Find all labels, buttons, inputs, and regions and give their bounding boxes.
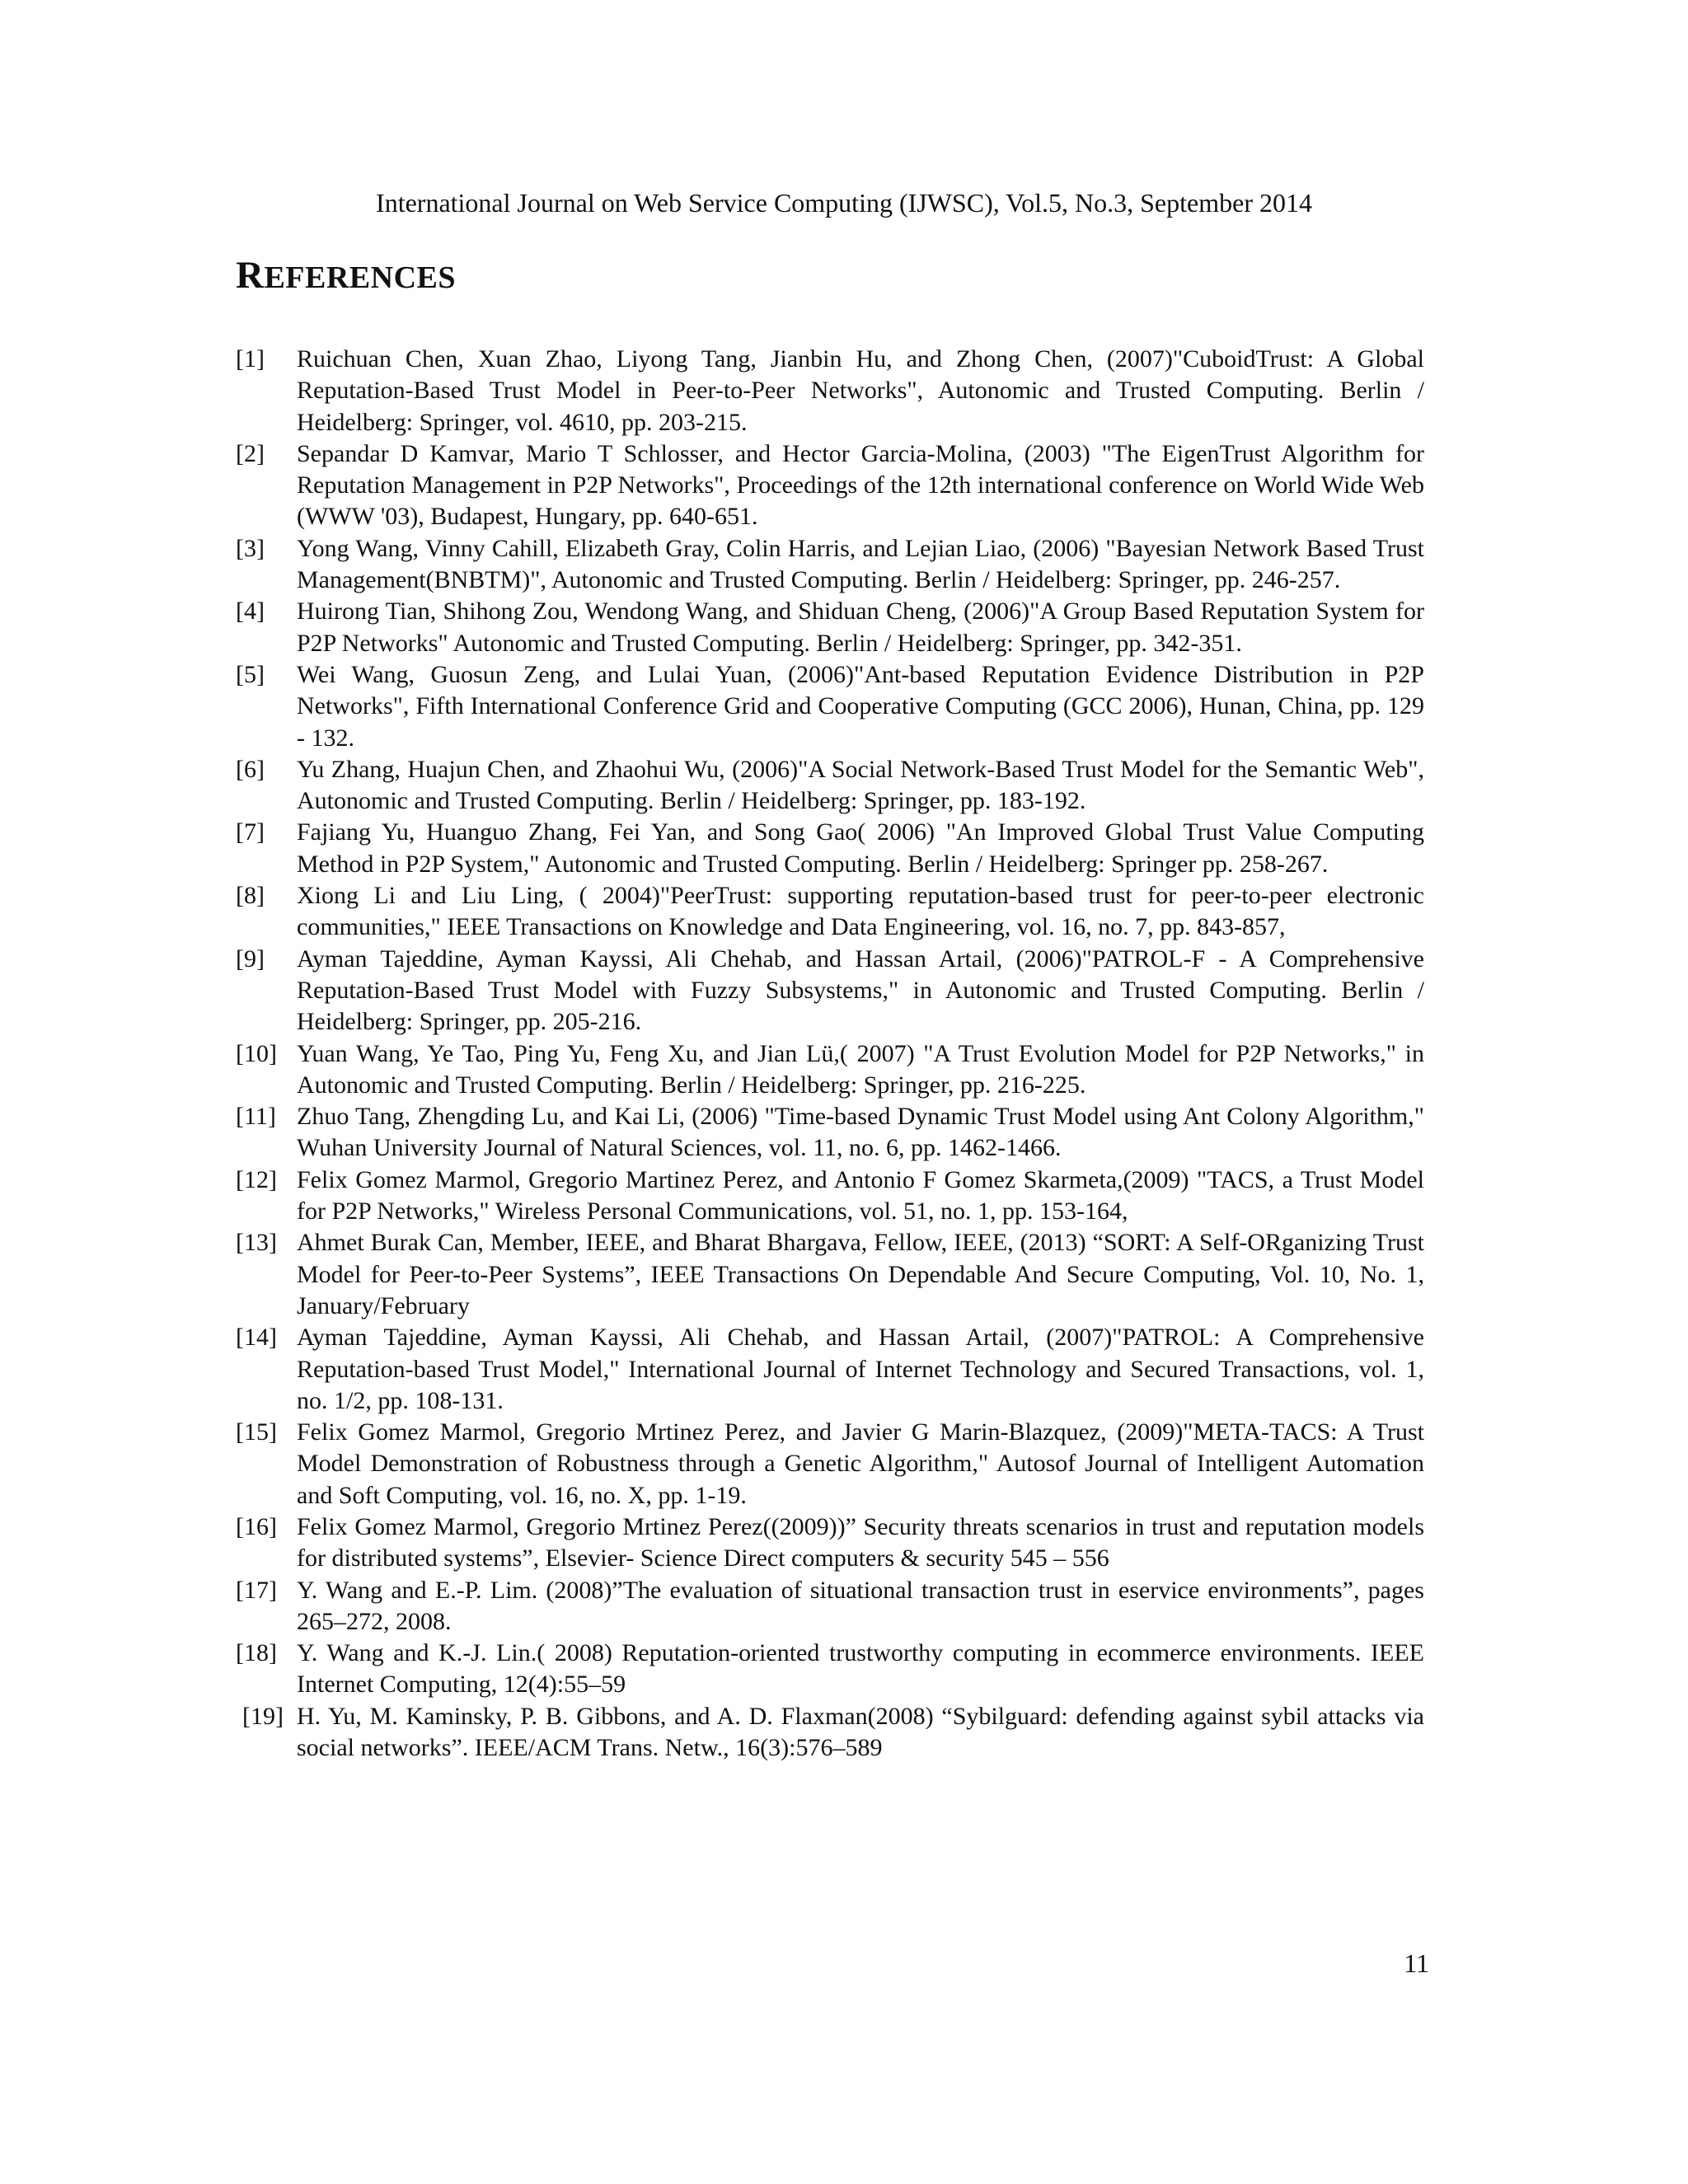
reference-number: [15] — [236, 1418, 277, 1446]
references-heading-rest: EFERENCES — [264, 260, 457, 295]
reference-text: Xiong Li and Liu Ling, ( 2004)"PeerTrust: supporting reputation-based trust for peer-to-peer electronic communities," IEEE Transactions on Knowledge and Data Engineering, vol. 16, no. 7, pp. 843-857, — [297, 882, 1424, 941]
references-heading-initial: R — [236, 254, 265, 297]
reference-item — [236, 1638, 1424, 1701]
reference-item — [236, 1165, 1424, 1228]
references-heading — [236, 252, 456, 301]
running-header: International Journal on Web Service Computing (IJWSC), Vol.5, No.3, September 2014 — [376, 188, 1312, 218]
reference-text: Y. Wang and K.-J. Lin.( 2008) Reputation-oriented trustworthy computing in ecommerce environments. IEEE Internet Computing, 12(4):55–59 — [297, 1639, 1424, 1699]
reference-text: Ruichuan Chen, Xuan Zhao, Liyong Tang, Jianbin Hu, and Zhong Chen, (2007)"CuboidTrust: A Global Reputation-Based Trust Model in Peer-to-Peer Networks", Autonomic and Trusted Computing. Berlin / Heidelberg: Springer, vol. 4610, pp. 203-215. — [297, 345, 1424, 436]
reference-text: Ahmet Burak Can, Member, IEEE, and Bharat Bhargava, Fellow, IEEE, (2013) “SORT: A Self-ORganizing Trust Model for Peer-to-Peer Systems”, IEEE Transactions On Dependable And Secure Computing, Vol. 10, No. 1, January/February — [297, 1229, 1424, 1319]
reference-text: Yu Zhang, Huajun Chen, and Zhaohui Wu, (2006)"A Social Network-Based Trust Model for the Semantic Web", Autonomic and Trusted Computing. Berlin / Heidelberg: Springer, pp. 183-192. — [297, 755, 1424, 815]
reference-number: [1] — [236, 345, 265, 373]
reference-item — [236, 1101, 1424, 1165]
reference-number: [12] — [236, 1165, 277, 1193]
reference-number: [11] — [236, 1103, 276, 1131]
reference-number: [16] — [236, 1512, 277, 1540]
reference-item — [236, 533, 1424, 597]
reference-item — [236, 1417, 1424, 1511]
reference-item — [236, 438, 1424, 533]
reference-text: Ayman Tajeddine, Ayman Kayssi, Ali Chehab, and Hassan Artail, (2007)"PATROL: A Comprehensive Reputation-based Trust Model," International Journal of Internet Technology and Secured Transactions, vol. 1, no. 1/2, pp. 108-131. — [297, 1324, 1424, 1414]
reference-number: [2] — [236, 439, 265, 467]
reference-number: [19] — [242, 1702, 284, 1730]
reference-item — [236, 596, 1424, 659]
reference-number: [6] — [236, 755, 265, 783]
reference-item — [236, 1701, 1424, 1765]
reference-number: [14] — [236, 1324, 277, 1352]
reference-item — [236, 344, 1424, 438]
reference-text: Sepandar D Kamvar, Mario T Schlosser, and Hector Garcia-Molina, (2003) "The EigenTrust Algorithm for Reputation Management in P2P Networks", Proceedings of the 12th international conference on World Wide Web (WWW '03), Budapest, Hungary, pp. 640-651. — [297, 439, 1424, 531]
reference-text: Yong Wang, Vinny Cahill, Elizabeth Gray, Colin Harris, and Lejian Liao, (2006) "Bayesian Network Based Trust Management(BNBTM)", Autonomic and Trusted Computing. Berlin / Heidelberg: Springer, pp. 246-257. — [297, 534, 1424, 594]
reference-item — [236, 1322, 1424, 1417]
reference-number: [3] — [236, 534, 265, 562]
reference-text: Y. Wang and E.-P. Lim. (2008)”The evaluation of situational transaction trust in eservice environments”, pages 265–272, 2008. — [297, 1576, 1424, 1635]
reference-item — [236, 1038, 1424, 1102]
reference-item — [236, 1575, 1424, 1638]
page-number: 11 — [1404, 1948, 1429, 1978]
reference-text: Zhuo Tang, Zhengding Lu, and Kai Li, (2006) "Time-based Dynamic Trust Model using Ant Colony Algorithm," Wuhan University Journal of Natural Sciences, vol. 11, no. 6, pp. 1462-1466. — [297, 1103, 1424, 1162]
reference-item — [236, 754, 1424, 818]
reference-text: Ayman Tajeddine, Ayman Kayssi, Ali Chehab, and Hassan Artail, (2006)"PATROL-F - A Comprehensive Reputation-Based Trust Model with Fuzzy Subsystems," in Autonomic and Trusted Computing. Berlin / Heidelberg: Springer, pp. 205-216. — [297, 944, 1424, 1036]
reference-item — [236, 1511, 1424, 1575]
reference-item — [236, 1227, 1424, 1322]
reference-number: [17] — [236, 1576, 277, 1604]
reference-number: [4] — [236, 598, 265, 626]
reference-number: [18] — [236, 1639, 277, 1667]
reference-number: [9] — [236, 944, 265, 972]
reference-item — [236, 880, 1424, 944]
reference-text: Felix Gomez Marmol, Gregorio Mrtinez Perez, and Javier G Marin-Blazquez, (2009)"META-TACS: A Trust Model Demonstration of Robustness through a Genetic Algorithm," Autosof Journal of Intelligent Automation and Soft Computing, vol. 16, no. X, pp. 1-19. — [297, 1418, 1424, 1509]
reference-text: Wei Wang, Guosun Zeng, and Lulai Yuan, (2006)"Ant-based Reputation Evidence Distribution in P2P Networks", Fifth International Conference Grid and Cooperative Computing (GCC 2006), Hunan, China, pp. 129 - 132. — [297, 660, 1424, 752]
reference-text: Fajiang Yu, Huanguo Zhang, Fei Yan, and Song Gao( 2006) "An Improved Global Trust Value Computing Method in P2P System," Autonomic and Trusted Computing. Berlin / Heidelberg: Springer pp. 258-267. — [297, 818, 1424, 878]
reference-text: Huirong Tian, Shihong Zou, Wendong Wang, and Shiduan Cheng, (2006)"A Group Based Reputation System for P2P Networks" Autonomic and Trusted Computing. Berlin / Heidelberg: Springer, pp. 342-351. — [297, 598, 1424, 657]
reference-item — [236, 817, 1424, 880]
reference-text: H. Yu, M. Kaminsky, P. B. Gibbons, and A. D. Flaxman(2008) “Sybilguard: defending against sybil attacks via social networks”. IEEE/ACM Trans. Netw., 16(3):576–589 — [297, 1702, 1424, 1762]
reference-item — [236, 944, 1424, 1038]
reference-text: Felix Gomez Marmol, Gregorio Mrtinez Perez((2009))” Security threats scenarios in trust and reputation models for distributed systems”, Elsevier- Science Direct computers & security 545 – 556 — [297, 1512, 1424, 1572]
reference-item — [236, 659, 1424, 754]
reference-list — [236, 344, 1424, 1764]
reference-number: [13] — [236, 1229, 277, 1257]
reference-number: [5] — [236, 660, 265, 688]
reference-number: [8] — [236, 882, 265, 910]
reference-text: Felix Gomez Marmol, Gregorio Martinez Perez, and Antonio F Gomez Skarmeta,(2009) "TACS, a Trust Model for P2P Networks," Wireless Personal Communications, vol. 51, no. 1, pp. 153-164, — [297, 1165, 1424, 1226]
reference-number: [10] — [236, 1039, 277, 1067]
reference-number: [7] — [236, 818, 265, 846]
reference-text: Yuan Wang, Ye Tao, Ping Yu, Feng Xu, and Jian Lü,( 2007) "A Trust Evolution Model for P2P Networks," in Autonomic and Trusted Computing. Berlin / Heidelberg: Springer, pp. 216-225. — [297, 1039, 1424, 1099]
